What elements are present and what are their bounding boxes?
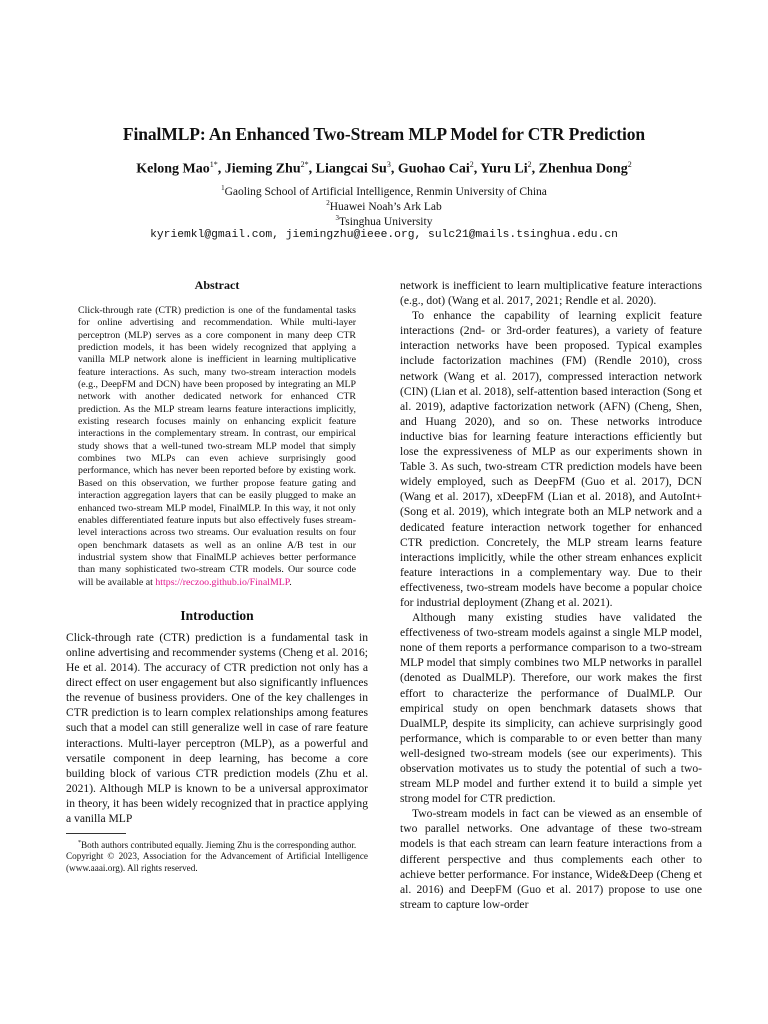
affiliation: $^1$Gaoling School of Artificial Intelligence, Renmin University of China <box>221 184 547 198</box>
author-mark: 3 <box>386 160 391 169</box>
left-column <box>66 278 368 874</box>
footnote-divider <box>66 833 126 834</box>
author-mark: 2 <box>527 160 532 169</box>
affiliation: $^2$Huawei Noah’s Ark Lab <box>326 199 442 213</box>
copyright-notice: Copyright © 2023, Association for the Advancement of Artificial Intelligence (www.aaai.org). All rights reserved. <box>66 851 368 873</box>
author-mark: 1* <box>209 160 218 169</box>
author-emails: kyriemkl@gmail.com, jiemingzhu@ieee.org, sulc21@mails.tsinghua.edu.cn <box>150 229 618 241</box>
author-name: Liangcai Su <box>315 161 387 177</box>
source-code-link[interactable]: https://reczoo.github.io/FinalMLP <box>155 576 290 588</box>
author-mark: 2 <box>469 160 474 169</box>
intro-paragraph-1-continued: network is inefficient to learn multiplicative feature interactions (e.g., dot) (Wang et al. 2017, 2021; Rendle et al. 2020). <box>400 279 702 308</box>
author-name: Kelong Mao <box>136 161 210 177</box>
intro-paragraph-4: Two-stream models in fact can be viewed as an ensemble of two parallel networks. One advantage of these two-stream models is that each stream can learn feature interactions from a different perspective and thus complements each other to achieve better performance. For instance, Wide&Deep (Cheng et al. 2016) and DeepFM (Guo et al. 2017) propose to use one stream to capture low-order <box>400 807 702 911</box>
author-name: Yuru Li <box>480 161 528 177</box>
author-name: Zhenhua Dong <box>538 161 628 177</box>
author-mark: 2 <box>627 160 632 169</box>
author-name: Jieming Zhu <box>224 161 301 177</box>
intro-paragraph-1: Click-through rate (CTR) prediction is a fundamental task in online advertising and recommender systems (Cheng et al. 2016; He et al. 2014). The accuracy of CTR prediction not only has a direct effect on user engagement but also significantly influences the revenue of business providers. One of the key challenges in CTR prediction is to learn complex relationships among features such that a model can still generalize well in case of rare feature interactions. Multi-layer perceptron (MLP), as a powerful and versatile component in deep learning, has become a core building block of various CTR prediction models (Zhu et al. 2021). Although MLP is known to be a universal approximator in theory, it has been widely recognized that in practice applying a vanilla MLP <box>66 630 368 826</box>
paper-title: FinalMLP: An Enhanced Two-Stream MLP Model for CTR Prediction <box>122 124 646 144</box>
abstract-heading: Abstract <box>194 278 240 292</box>
footnote: *Both authors contributed equally. Jieming Zhu is the corresponding author. <box>78 840 357 851</box>
author-name: Guohao Cai <box>397 161 470 177</box>
right-column <box>400 278 702 912</box>
introduction-heading: Introduction <box>180 607 254 623</box>
abstract-text: Click-through rate (CTR) prediction is one of the fundamental tasks for online advertising and recommendation. While multi-layer perceptron (MLP) serves as a core component in many deep CTR prediction models, it has been widely recognized that applying a vanilla MLP network alone is inefficient in learning multiplicative feature interactions. As such, many two-stream interaction models (e.g., DeepFM and DCN) have been proposed by integrating an MLP network with another dedicated network for enhanced CTR prediction. As the MLP stream learns feature interactions implicitly, existing research focuses mainly on enhancing explicit feature interactions in the complementary stream. In contrast, our empirical study shows that a well-tuned two-stream MLP model that simply combines two MLPs can even achieve surprisingly good performance, which has never been reported before by existing work. Based on this observation, we further propose feature gating and interaction aggregation layers that can be easily plugged to make an enhanced two-stream MLP model, FinalMLP. In this way, it not only enables differentiated feature inputs but also effectively fuses stream-level interactions across two streams. Our evaluation results on four open benchmark datasets as well as an online A/B test in our industrial system show that FinalMLP achieves better performance than many sophisticated two-stream CTR models. Our source code will be available at https://reczoo.github.io/FinalMLP. <box>78 305 356 588</box>
author-mark: 2* <box>300 160 309 169</box>
author-list: Kelong Mao$^{1*}$, Jieming Zhu$^{2*}$, Liangcai Su$^3$, Guohao Cai$^2$, Yuru Li$^2$, Zhenhua Dong$^2$ <box>136 160 632 177</box>
intro-paragraph-3: Although many existing studies have validated the effectiveness of two-stream models against a single MLP model, none of them reports a performance comparison to a two-stream MLP model that simply combines two MLP networks in parallel (denoted as DualMLP). Therefore, our work makes the first effort to characterize the performance of DualMLP. Our empirical study on open benchmark datasets shows that DualMLP, despite its simplicity, can achieve surprisingly good performance, which is comparable to or even better than many well-designed two-stream models (see our experiments). This observation motivates us to study the potential of such a two-stream MLP model and further extend it to build a simple yet strong model for CTR prediction. <box>400 611 702 806</box>
affiliation: $^3$Tsinghua University <box>335 214 433 228</box>
intro-paragraph-2: To enhance the capability of learning explicit feature interactions (2nd- or 3rd-order features), a variety of feature interaction networks have been proposed. Typical examples include factorization machines (FM) (Rendle 2010), cross network (Wang et al. 2017), compressed interaction network (CIN) (Lian et al. 2018), self-attention based interaction (Song et al. 2019), adaptive factorization network (AFN) (Cheng, Shen, and Huang 2020), and so on. These networks introduce inductive bias for learning feature interactions efficiently but lose the expressiveness of MLP as our experiments shown in Table 3. As such, two-stream CTR prediction models have been widely employed, such as DeepFM (Guo et al. 2017), DCN (Wang et al. 2017), xDeepFM (Lian et al. 2018), and AutoInt+ (Song et al. 2019), which integrate both an MLP network and a dedicated feature interaction network together for enhanced CTR prediction. Concretely, the MLP stream learns feature interactions implicitly, while the other stream enhances explicit feature interactions in a complementary way. Due to their effectiveness, two-stream models have become a popular choice for industrial deployment (Zhang et al. 2021). <box>400 309 702 609</box>
